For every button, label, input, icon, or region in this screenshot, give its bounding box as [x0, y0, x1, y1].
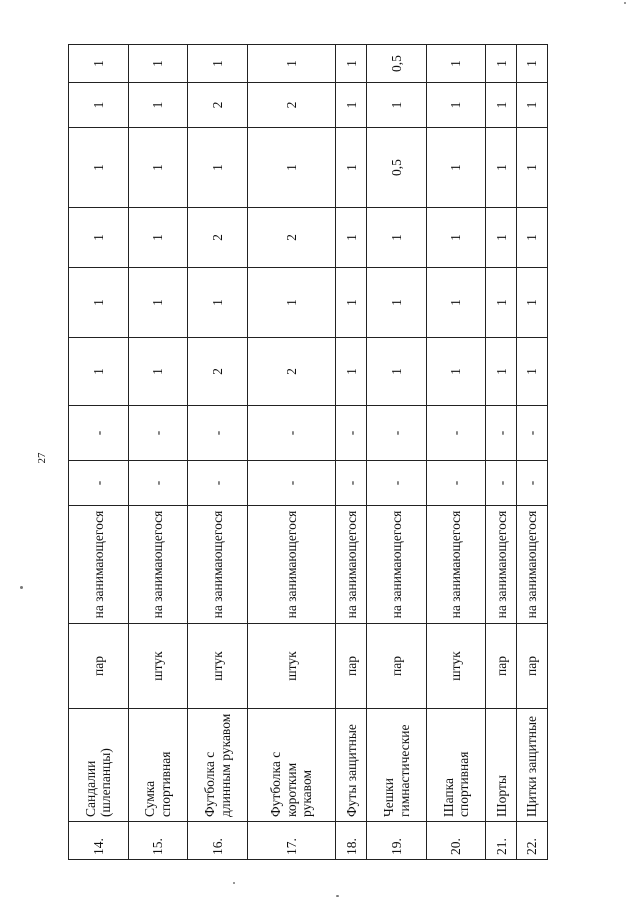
quantity-cell: 2: [188, 208, 248, 268]
item-name-cell: Футболка с длинным рукавом: [188, 709, 248, 822]
quantity-cell: 1: [486, 45, 517, 83]
item-name-cell: Сандалии (шлепанцы): [69, 709, 129, 822]
quantity-cell: -: [486, 461, 517, 506]
quantity-cell: -: [486, 406, 517, 461]
quantity-cell: -: [128, 461, 188, 506]
quantity-cell: 1: [426, 83, 486, 128]
quantity-cell: 1: [128, 208, 188, 268]
quantity-cell: 1: [247, 45, 336, 83]
quantity-cell: 2: [247, 338, 336, 406]
quantity-cell: 1: [367, 338, 427, 406]
table-row: [367, 45, 427, 860]
quantity-cell: 1: [486, 128, 517, 208]
issued-per-cell: на занимающегося: [128, 506, 188, 624]
issued-per-cell: на занимающегося: [188, 506, 248, 624]
quantity-cell: 1: [128, 128, 188, 208]
quantity-cell: 2: [188, 338, 248, 406]
quantity-cell: 1: [188, 268, 248, 338]
row-number-cell: 14.: [69, 822, 129, 860]
quantity-cell: -: [69, 406, 129, 461]
issued-per-cell: на занимающегося: [486, 506, 517, 624]
unit-cell: пар: [69, 624, 129, 709]
row-number-cell: 22.: [517, 822, 548, 860]
table-row: [426, 45, 486, 860]
item-name-cell: Футболка с коротким рукавом: [247, 709, 336, 822]
quantity-cell: 1: [69, 208, 129, 268]
issued-per-cell: на занимающегося: [247, 506, 336, 624]
quantity-cell: 1: [486, 83, 517, 128]
quantity-cell: 1: [188, 45, 248, 83]
unit-cell: штук: [128, 624, 188, 709]
quantity-cell: 1: [336, 83, 367, 128]
quantity-cell: -: [367, 461, 427, 506]
quantity-cell: 1: [69, 83, 129, 128]
table-body: [69, 45, 548, 860]
issued-per-cell: на занимающегося: [367, 506, 427, 624]
page-number: 27: [36, 452, 48, 464]
quantity-cell: 1: [128, 338, 188, 406]
quantity-cell: 1: [517, 128, 548, 208]
unit-cell: штук: [426, 624, 486, 709]
quantity-cell: 2: [247, 83, 336, 128]
quantity-cell: 1: [336, 268, 367, 338]
quantity-cell: -: [69, 461, 129, 506]
item-name-cell: Чешки гимнастические: [367, 709, 427, 822]
quantity-cell: 1: [336, 45, 367, 83]
row-number-cell: 20.: [426, 822, 486, 860]
table-row: [188, 45, 248, 860]
row-number-cell: 19.: [367, 822, 427, 860]
quantity-cell: 1: [367, 83, 427, 128]
quantity-cell: 1: [517, 83, 548, 128]
table-row: [486, 45, 517, 860]
item-name-cell: Сумка спортивная: [128, 709, 188, 822]
scan-speck: [336, 895, 339, 897]
quantity-cell: 0,5: [367, 45, 427, 83]
quantity-cell: 1: [517, 45, 548, 83]
quantity-cell: 1: [69, 338, 129, 406]
quantity-cell: 1: [69, 128, 129, 208]
quantity-cell: 1: [426, 45, 486, 83]
quantity-cell: 1: [69, 268, 129, 338]
table-row: [517, 45, 548, 860]
equipment-table-frame: [68, 45, 548, 860]
table-row: [128, 45, 188, 860]
quantity-cell: 1: [486, 338, 517, 406]
table-row: [247, 45, 336, 860]
quantity-cell: 1: [128, 83, 188, 128]
quantity-cell: 1: [69, 45, 129, 83]
quantity-cell: 1: [336, 208, 367, 268]
row-number-cell: 16.: [188, 822, 248, 860]
quantity-cell: -: [188, 406, 248, 461]
quantity-cell: -: [247, 406, 336, 461]
quantity-cell: 1: [367, 268, 427, 338]
quantity-cell: 1: [247, 128, 336, 208]
row-number-cell: 15.: [128, 822, 188, 860]
quantity-cell: -: [367, 406, 427, 461]
row-number-cell: 17.: [247, 822, 336, 860]
quantity-cell: -: [517, 461, 548, 506]
unit-cell: пар: [367, 624, 427, 709]
item-name-cell: Футы защитные: [336, 709, 367, 822]
quantity-cell: -: [188, 461, 248, 506]
unit-cell: штук: [188, 624, 248, 709]
unit-cell: штук: [247, 624, 336, 709]
quantity-cell: 1: [128, 45, 188, 83]
quantity-cell: 1: [426, 338, 486, 406]
scan-speck: [624, 2, 626, 4]
unit-cell: пар: [336, 624, 367, 709]
item-name-cell: Шорты: [486, 709, 517, 822]
quantity-cell: -: [336, 461, 367, 506]
issued-per-cell: на занимающегося: [69, 506, 129, 624]
quantity-cell: -: [128, 406, 188, 461]
quantity-cell: 1: [336, 338, 367, 406]
row-number-cell: 21.: [486, 822, 517, 860]
issued-per-cell: на занимающегося: [336, 506, 367, 624]
quantity-cell: 1: [426, 128, 486, 208]
scan-speck: [20, 586, 23, 589]
scan-speck: [233, 882, 235, 884]
quantity-cell: -: [247, 461, 336, 506]
issued-per-cell: на занимающегося: [426, 506, 486, 624]
quantity-cell: -: [426, 461, 486, 506]
unit-cell: пар: [486, 624, 517, 709]
quantity-cell: 1: [367, 208, 427, 268]
quantity-cell: 1: [426, 208, 486, 268]
quantity-cell: 2: [188, 83, 248, 128]
unit-cell: пар: [517, 624, 548, 709]
item-name-cell: Шапка спортивная: [426, 709, 486, 822]
quantity-cell: 1: [517, 208, 548, 268]
quantity-cell: 0,5: [367, 128, 427, 208]
quantity-cell: 1: [336, 128, 367, 208]
quantity-cell: 1: [486, 208, 517, 268]
equipment-table: [68, 44, 548, 860]
quantity-cell: 2: [247, 208, 336, 268]
item-name-cell: Щитки защитные: [517, 709, 548, 822]
quantity-cell: -: [517, 406, 548, 461]
quantity-cell: 1: [426, 268, 486, 338]
quantity-cell: 1: [517, 268, 548, 338]
quantity-cell: 1: [188, 128, 248, 208]
quantity-cell: 1: [517, 338, 548, 406]
quantity-cell: 1: [247, 268, 336, 338]
table-row: [69, 45, 129, 860]
quantity-cell: -: [336, 406, 367, 461]
issued-per-cell: на занимающегося: [517, 506, 548, 624]
quantity-cell: -: [426, 406, 486, 461]
row-number-cell: 18.: [336, 822, 367, 860]
table-row: [336, 45, 367, 860]
quantity-cell: 1: [128, 268, 188, 338]
quantity-cell: 1: [486, 268, 517, 338]
